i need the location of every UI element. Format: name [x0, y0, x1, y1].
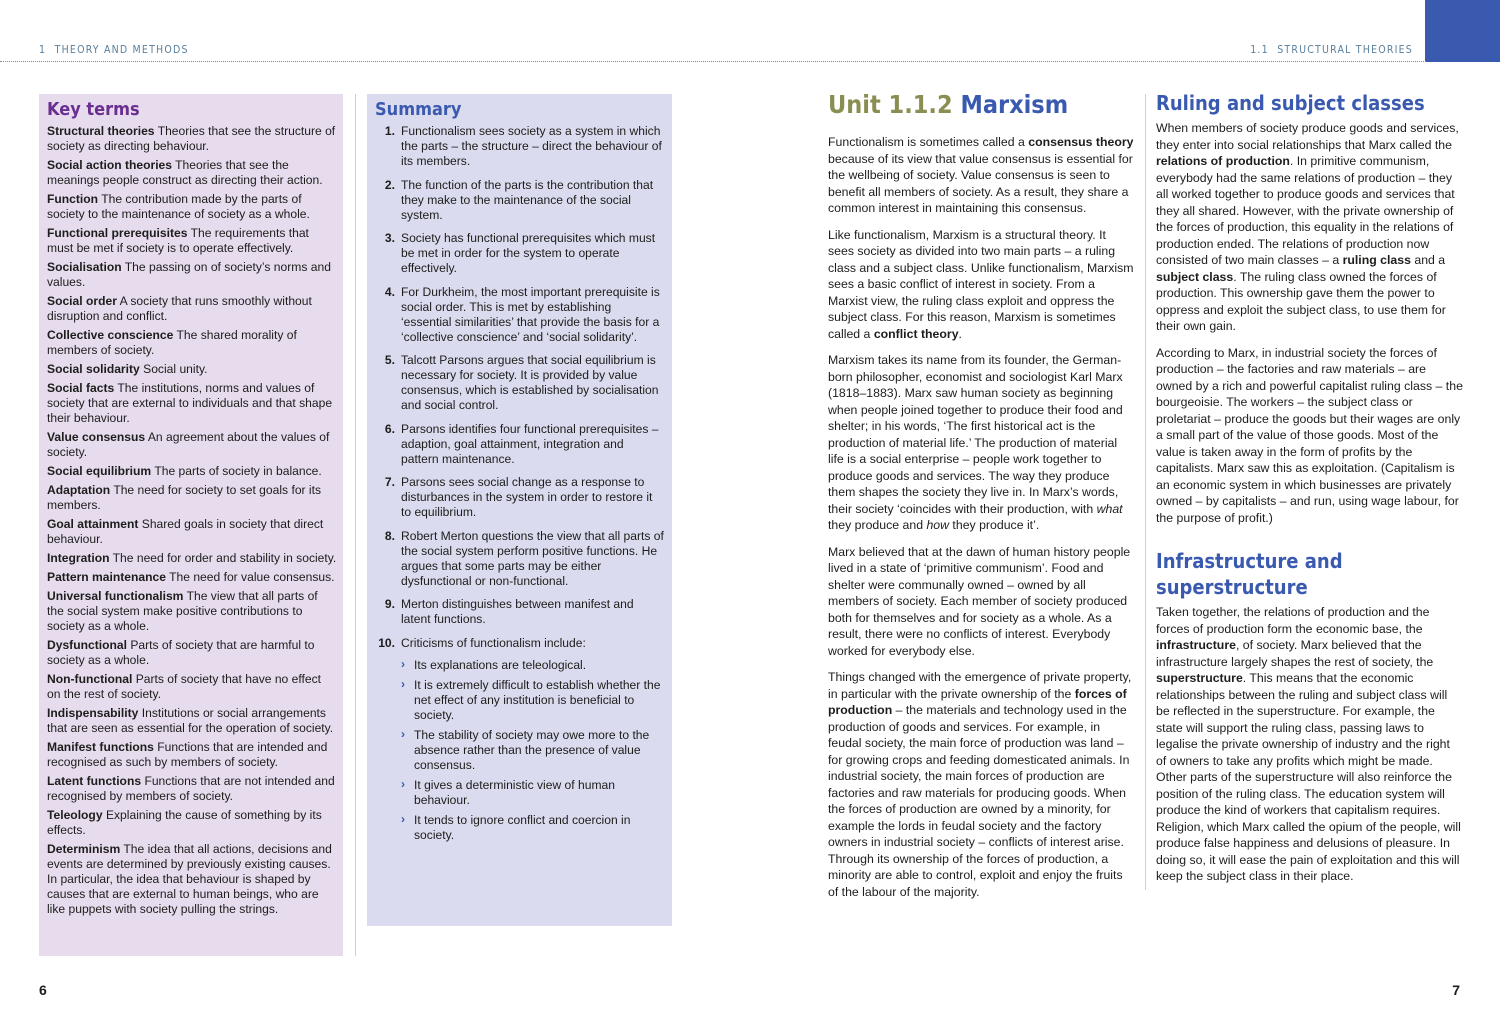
summary-item: 10. Criticisms of functionalism include: › Its explanations are teleological. › It is extremely difficult to establish whether the net effect of any institution is beneficial to society. › The stability of society may owe more to the absence rather than the presence of value consensus. › It gives a deterministic view of human behaviour. › It tends to ignore conflict and coercion in society. [375, 636, 664, 843]
chevron-right-icon: › [401, 726, 406, 741]
chevron-right-icon: › [401, 776, 406, 791]
key-terms-title: Key terms [47, 99, 140, 120]
key-term: Indispensability Institutions or social arrangements that are seen as essential for the operation of society. [47, 706, 334, 735]
paragraph: Marx believed that at the dawn of human history people lived in a state of ‘primitive communism’. Food and shelter were communally owned – owned by all members of society. Each member of society produced both for themselves and for society as a whole. As a result, there were no conflicts of interest. Everybody worked for everybody else. [828, 544, 1131, 658]
key-term: Non-functional Parts of society that have no effect on the rest of society. [47, 672, 322, 701]
summary-item: 6. Parsons identifies four functional prerequisites – adaption, goal attainment, integration and pattern maintenance. [384, 421, 659, 466]
paragraph: Marxism takes its name from its founder, the German-born philosopher, economist and sociologist Karl Marx (1818–1883). Marx saw human society as beginning when people joined together to produce their food and shelter; in his words, ‘The first historical act is the production of material life.’ The production of material life is a social enterprise – people work together to produce goods and services. The way they produce them shapes the society they live in. In Marx’s words, their society ‘coincides with their production, with what they produce and how they produce it’. [828, 353, 1123, 532]
key-term: Social action theories Theories that see the meanings people construct as directing their action. [47, 158, 323, 187]
key-term: Value consensus An agreement about the values of society. [47, 430, 330, 459]
key-term: Collective conscience The shared morality of members of society. [47, 328, 297, 357]
criticisms-list [401, 658, 664, 843]
column-divider [355, 94, 356, 956]
key-term: Social solidarity Social unity. [47, 362, 208, 376]
chevron-right-icon: › [401, 656, 406, 671]
summary-item: 5. Talcott Parsons argues that social equilibrium is necessary for society. It is provided by value consensus, which is established by socialisation and social control. [384, 353, 659, 412]
column-divider [1145, 94, 1146, 890]
paragraph: According to Marx, in industrial society the forces of production – the factories and raw materials – are owned by a rich and powerful capitalist ruling class – the bourgeoisie. The workers – the subject class or proletariat – produce the goods but their wages are only a small part of the value of those goods. Most of the value is taken away in the form of profits by the capitalists. Marx saw this as exploitation. (Capitalism is an economic system in which businesses are privately owned – by capitalists – and run, using wage labour, for the purpose of profit.) [1156, 345, 1463, 525]
paragraph: When members of society produce goods and services, they enter into social relationships that Marx called the relations of production. In primitive communism, everybody had the same relations of production – they all worked together to produce goods and services that they all shared. However, with the private ownership of the forces of production, this equality in the relations of production ended. The relations of production now consisted of two main classes – a ruling class and a subject class. The ruling class owned the forces of production. This ownership gave them the power to oppress and exploit the subject class, to use them for their own gain. [1156, 121, 1459, 333]
summary-item: 9. Merton distinguishes between manifest and latent functions. [384, 597, 634, 626]
key-term: Socialisation The passing on of society’s norms and values. [47, 260, 331, 289]
header-right: 1.1 STRUCTURAL THEORIES [1250, 44, 1413, 56]
key-term: Universal functionalism The view that all parts of the social system make positive contributions to society as a whole. [47, 589, 318, 633]
paragraph: Taken together, the relations of production and the forces of production form the economic base, the infrastructure, of society. Marx believed that the infrastructure largely shapes the rest of society, the superstructure. This means that the economic relationships between the ruling and subject class will be reflected in the superstructure. For example, the state will support the ruling class, passing laws to legalise the private ownership of industry and the right of owners to take any profits which might be made. Other parts of the superstructure will also reinforce the position of the ruling class. The education system will produce the kind of workers that capitalism requires. Religion, which Marx called the opium of the people, will produce false happiness and delusions of pleasure. In doing so, it will ease the pain of exploitation and this will keep the subject class in their place. [1156, 605, 1461, 883]
bullet-item: › Its explanations are teleological. [401, 656, 587, 672]
summary-item: 1. Functionalism sees society as a system in which the parts – the structure – direct the behaviour of its members. [384, 124, 662, 168]
chevron-right-icon: › [401, 676, 406, 691]
page-number-right: 7 [1452, 982, 1460, 998]
bullet-item: › It is extremely difficult to establish whether the net effect of any institution is beneficial to society. [401, 676, 661, 722]
paragraph: Functionalism is sometimes called a consensus theory because of its view that value consensus is essential for the wellbeing of society. Value consensus is seen to benefit all members of society. As a result, they share a common interest in maintaining this consensus. [828, 135, 1134, 215]
header-rule [0, 61, 1426, 62]
key-term: Integration The need for order and stability in society. [47, 551, 337, 565]
key-term: Pattern maintenance The need for value consensus. [47, 570, 335, 584]
summary-title: Summary [375, 99, 462, 120]
key-term: Goal attainment Shared goals in society that direct behaviour. [47, 517, 324, 546]
section-title-infrastructure: Infrastructure and superstructure [1156, 549, 1343, 599]
corner-tab [1425, 0, 1500, 62]
key-terms-list [47, 124, 337, 917]
unit-number: Unit 1.1.2 [828, 90, 953, 119]
key-term: Dysfunctional Parts of society that are harmful to society as a whole. [47, 638, 315, 667]
bullet-item: › It gives a deterministic view of human behaviour. [401, 776, 615, 807]
unit-title [828, 90, 1134, 120]
key-term: Social facts The institutions, norms and values of society that are external to individuals and that shape their behaviour. [47, 381, 333, 425]
key-term: Functional prerequisites The requirements that must be met if society is to operate effectively. [47, 226, 309, 255]
summary-item: 7. Parsons sees social change as a response to disturbances in the system in order to restore it to equilibrium. [384, 475, 653, 519]
marxism-column [828, 90, 1134, 910]
summary-item: 2. The function of the parts is the contribution that they make to the maintenance of the social system. [384, 177, 654, 222]
key-term: Adaptation The need for society to set goals for its members. [47, 483, 322, 512]
unit-name: Marxism [960, 90, 1069, 119]
key-term: Social order A society that runs smoothly without disruption and conflict. [47, 294, 312, 323]
summary-item: 4. For Durkheim, the most important prerequisite is social order. This is met by establishing ‘essential similarities’ that provide the basis for a ‘collective conscience’ and ‘social solidarity’. [384, 284, 660, 344]
bullet-item: › The stability of society may owe more to the absence rather than the presence of value consensus. [401, 726, 650, 772]
chevron-right-icon: › [401, 811, 406, 826]
summary-list [375, 124, 664, 843]
ruling-column [1156, 90, 1463, 895]
summary-panel [367, 94, 672, 926]
key-term: Teleology Explaining the cause of something by its effects. [47, 808, 322, 837]
key-term: Determinism The idea that all actions, decisions and events are determined by previously existing causes. In particular, the idea that behaviour is shaped by causes that are external to human beings, who are like puppets with society pulling the strings. [47, 842, 332, 916]
key-term: Manifest functions Functions that are intended and recognised as such by members of society. [47, 740, 328, 769]
page-number-left: 6 [39, 982, 47, 998]
key-terms-panel [39, 94, 343, 956]
summary-item: 3. Society has functional prerequisites which must be met in order for the system to operate effectively. [384, 231, 656, 275]
paragraph: Like functionalism, Marxism is a structural theory. It sees society as divided into two main parts – a ruling class and a subject class. Unlike functionalism, Marxism sees a basic conflict of interest in society. From a Marxist view, the ruling class exploit and oppress the subject class. For this reason, Marxism is sometimes called a conflict theory. [828, 227, 1134, 341]
bullet-item: › It tends to ignore conflict and coercion in society. [401, 811, 631, 842]
key-term: Function The contribution made by the parts of society to the maintenance of society as a whole. [47, 192, 310, 221]
section-title-ruling: Ruling and subject classes [1156, 91, 1425, 115]
paragraph: Things changed with the emergence of private property, in particular with the private ownership of the forces of production – the materials and technology used in the production of goods and services. For example, in feudal society, the main force of production was land – for growing crops and feeding domesticated animals. In industrial society, the main forces of production are factories and raw materials for producing goods. When the forces of production are owned by a minority, for example the lords in feudal society and the factory owners in industrial society – conflicts of interest arise. Through its ownership of the forces of production, a minority are able to control, exploit and enjoy the fruits of the labour of the majority. [828, 670, 1132, 899]
key-term: Social equilibrium The parts of society in balance. [47, 464, 322, 478]
key-term: Latent functions Functions that are not intended and recognised by members of society. [47, 774, 335, 803]
summary-item: 8. Robert Merton questions the view that all parts of the social system perform positive functions. He argues that some parts may be either dysfunctional or non-functional. [384, 528, 664, 588]
key-term: Structural theories Theories that see the structure of society as directing behaviour. [47, 124, 336, 153]
header-left: 1 THEORY AND METHODS [39, 44, 189, 56]
